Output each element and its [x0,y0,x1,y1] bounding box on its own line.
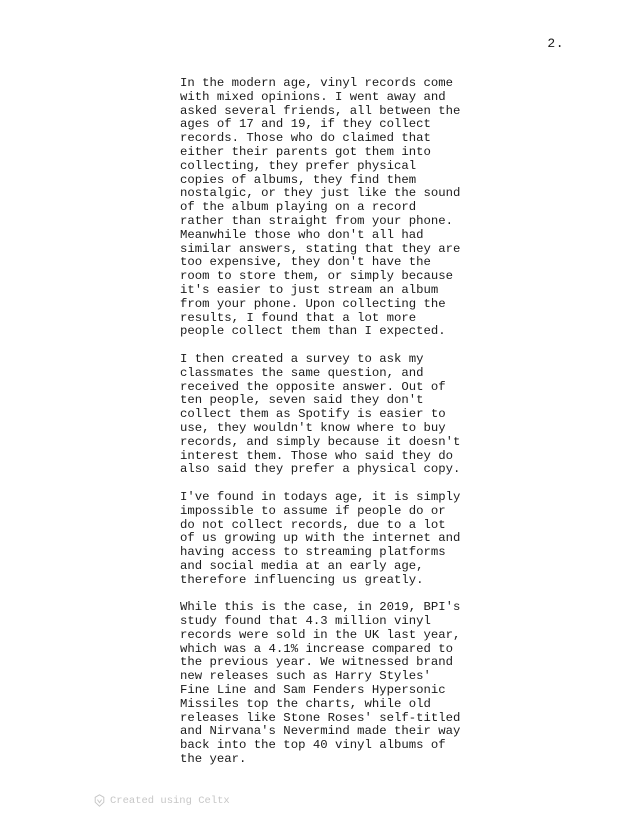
text-line: it's easier to just stream an album [180,282,439,297]
text-line: Fine Line and Sam Fenders Hypersonic [180,683,446,698]
text-line: I've found in todays age, it is simply [180,489,461,504]
text-line: too expensive, they don't have the [180,255,431,270]
text-line: collect them as Spotify is easier to [180,407,446,422]
text-line: either their parents got them into [180,144,431,159]
text-line: similar answers, stating that they are [180,241,461,256]
text-line: and social media at an early age, [180,558,424,573]
text-line: ages of 17 and 19, if they collect [180,117,431,132]
text-line: nostalgic, or they just like the sound [180,186,461,201]
text-line: copies of albums, they find them [180,172,417,187]
text-line: results, I found that a lot more [180,310,417,325]
text-line: Meanwhile those who don't all had [180,227,424,242]
text-line: also said they prefer a physical copy. [180,462,461,477]
text-line: In the modern age, vinyl records come [180,76,454,90]
text-line: Missiles top the charts, while old [180,696,431,711]
text-line: of the album playing on a record [180,200,417,215]
text-line: ten people, seven said they don't [180,393,424,408]
text-line: asked several friends, all between the [180,103,461,118]
text-line: records. Those who do claimed that [180,131,431,146]
text-line: having access to streaming platforms [180,545,446,560]
text-line: the year. [180,752,247,767]
text-line: with mixed opinions. I went away and [180,89,446,104]
text-line: received the opposite answer. Out of [180,379,446,394]
text-line: I then created a survey to ask my [180,351,424,366]
page-number: 2. [547,36,564,51]
paragraph [180,601,480,767]
footer-text: Created using Celtx [110,794,230,807]
text-line: and Nirvana's Nevermind made their way [180,724,461,739]
text-line: impossible to assume if people do or [180,503,446,518]
text-line: While this is the case, in 2019, BPI's [180,600,461,615]
text-line: from your phone. Upon collecting the [180,296,446,311]
text-line: interest them. Those who said they do [180,448,454,463]
text-line: therefore influencing us greatly. [180,572,424,587]
body-text [180,77,480,781]
celtx-logo-icon [94,794,105,807]
text-line: releases like Stone Roses' self-titled [180,710,461,725]
text-line: the previous year. We witnessed brand [180,655,454,670]
text-line: records were sold in the UK last year, [180,627,461,642]
text-line: use, they wouldn't know where to buy [180,420,446,435]
text-line: people collect them than I expected. [180,324,446,339]
text-line: do not collect records, due to a lot [180,517,446,532]
text-line: study found that 4.3 million vinyl [180,614,431,629]
text-line: classmates the same question, and [180,365,424,380]
text-line: of us growing up with the internet and [180,531,461,546]
paragraph [180,353,480,477]
text-line: room to store them, or simply because [180,269,454,284]
footer-attribution [94,794,230,807]
paragraph [180,491,480,588]
text-line: new releases such as Harry Styles' [180,669,431,684]
text-line: rather than straight from your phone. [180,213,454,228]
text-line: which was a 4.1% increase compared to [180,641,454,656]
text-line: back into the top 40 vinyl albums of [180,738,446,753]
text-line: collecting, they prefer physical [180,158,417,173]
paragraph [180,77,480,339]
text-line: records, and simply because it doesn't [180,434,461,449]
